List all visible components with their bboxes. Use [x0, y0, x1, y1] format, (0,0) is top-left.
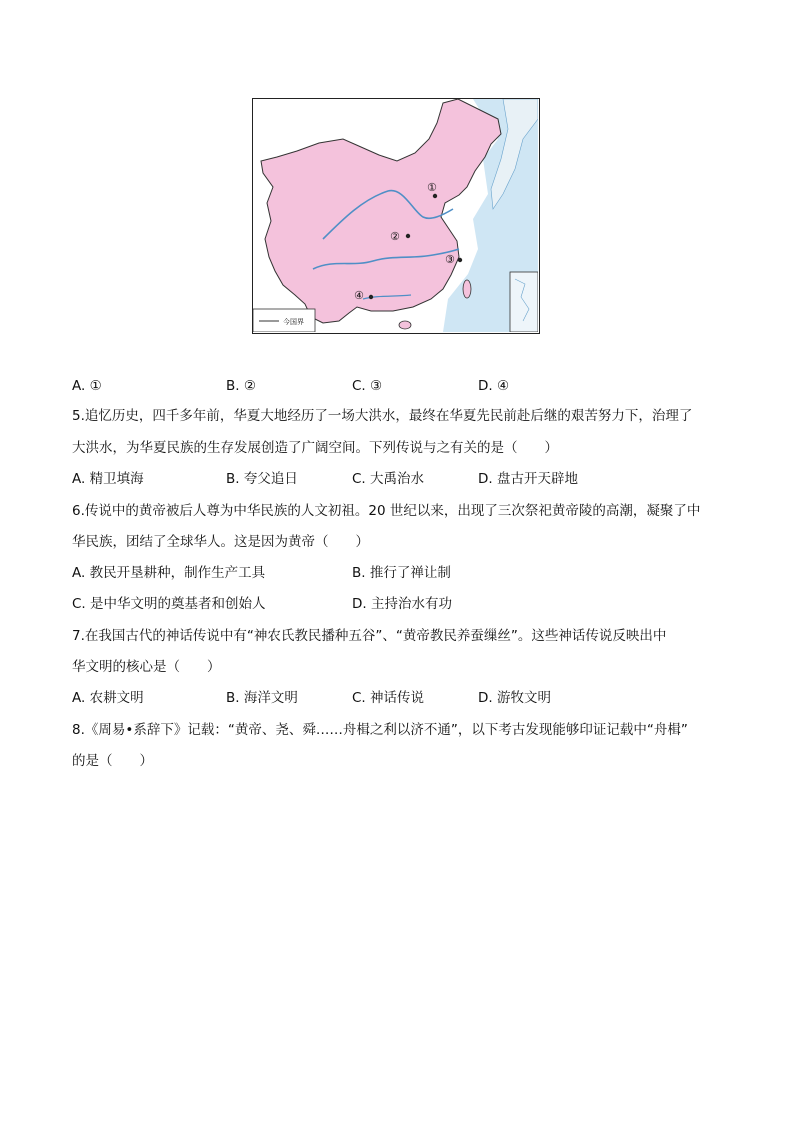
q6-stem-line2: 华民族，团结了全球华人。这是因为黄帝（ ） — [72, 534, 369, 550]
marker-3-label: ③ — [445, 253, 455, 266]
q5-stem-line2: 大洪水，为华夏民族的生存发展创造了广阔空间。下列传说与之有关的是（ ） — [72, 440, 558, 456]
marker-3-dot — [458, 258, 462, 262]
marker-2-label: ② — [390, 230, 400, 243]
legend-label: 今国界 — [283, 318, 304, 326]
q8-stem-line2: 的是（ ） — [72, 753, 153, 769]
q5-option-c[interactable]: C. 大禹治水 — [352, 471, 425, 487]
q6-option-b[interactable]: B. 推行了禅让制 — [352, 565, 451, 581]
q7-option-a[interactable]: A. 农耕文明 — [72, 690, 144, 706]
q4-option-d[interactable]: D. ④ — [478, 378, 510, 394]
q6-option-d[interactable]: D. 主持治水有功 — [352, 596, 452, 612]
q4-option-a[interactable]: A. ① — [72, 378, 102, 394]
q7-option-c[interactable]: C. 神话传说 — [352, 690, 425, 706]
map-graphic — [253, 99, 538, 332]
q7-stem-line1: 7.在我国古代的神话传说中有“神农氏教民播种五谷”、“黄帝教民养蚕缫丝”。这些神话传说反映出中 — [72, 628, 667, 644]
q6-option-c[interactable]: C. 是中华文明的奠基者和创始人 — [72, 596, 266, 612]
marker-4-label: ④ — [354, 289, 364, 302]
china-map — [252, 98, 540, 334]
q4-option-b[interactable]: B. ② — [226, 378, 256, 394]
taiwan-island — [463, 280, 471, 298]
q5-stem-line1: 5.追忆历史，四千多年前，华夏大地经历了一场大洪水，最终在华夏先民前赴后继的艰苦努力下，治理了 — [72, 408, 693, 424]
q6-option-a[interactable]: A. 教民开垦耕种，制作生产工具 — [72, 565, 266, 581]
q7-option-d[interactable]: D. 游牧文明 — [478, 690, 551, 706]
marker-4-dot — [369, 295, 373, 299]
q5-option-b[interactable]: B. 夸父追日 — [226, 471, 298, 487]
marker-1-label: ① — [427, 181, 437, 194]
q7-stem-line2: 华文明的核心是（ ） — [72, 659, 221, 675]
q5-option-d[interactable]: D. 盘古开天辟地 — [478, 471, 578, 487]
q5-option-a[interactable]: A. 精卫填海 — [72, 471, 144, 487]
q7-option-b[interactable]: B. 海洋文明 — [226, 690, 298, 706]
marker-1-dot — [433, 194, 437, 198]
q8-stem-line1: 8.《周易•系辞下》记载：“黄帝、尧、舜……舟楫之利以济不通”，以下考古发现能够印证记载中“舟楫” — [72, 722, 688, 738]
hainan-island — [399, 321, 411, 329]
q6-stem-line1: 6.传说中的黄帝被后人尊为中华民族的人文初祖。20 世纪以来，出现了三次祭祀黄帝陵的高潮，凝聚了中 — [72, 503, 701, 519]
q4-option-c[interactable]: C. ③ — [352, 378, 383, 394]
marker-2-dot — [406, 234, 410, 238]
